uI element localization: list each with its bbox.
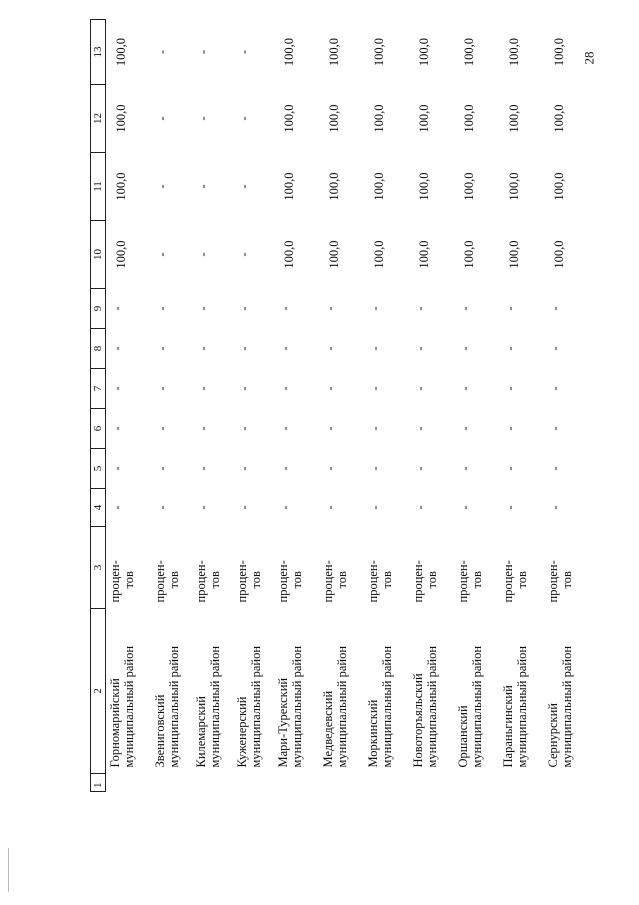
value-cell-c6: - — [110, 426, 124, 431]
value-cell-c8: - — [155, 346, 169, 351]
value-cell-c13: - — [196, 49, 210, 55]
page-number: 28 — [581, 51, 597, 65]
unit-cell — [544, 527, 589, 609]
value-cell-c7: - — [196, 386, 210, 391]
value-cell-c8: - — [278, 346, 292, 351]
value-cell-c8: - — [548, 346, 562, 351]
value-cell-c4: - — [237, 505, 251, 510]
unit-cell — [499, 527, 544, 609]
value-cell-c5: - — [458, 466, 472, 471]
value-cell-c12: 100,0 — [282, 104, 296, 133]
value-cell-c8: - — [110, 346, 124, 351]
value-cell-c12: - — [196, 116, 210, 121]
value-cell-c9: - — [368, 306, 382, 311]
value-cell-c13: 100,0 — [462, 37, 476, 67]
unit-line-2: тов — [208, 571, 222, 589]
unit-line-1: процен- — [276, 560, 290, 603]
row-number-cell — [192, 774, 233, 792]
value-cell-c6: - — [548, 426, 562, 431]
value-cell-c11: 100,0 — [327, 172, 341, 201]
column-header: 10 — [91, 221, 106, 289]
unit-cell — [409, 527, 454, 609]
table-rotation-frame — [90, 20, 615, 792]
unit-line-2: тов — [290, 571, 304, 589]
unit-line-2: тов — [167, 571, 181, 589]
column-header: 3 — [91, 527, 106, 609]
value-cell-c7: - — [413, 386, 427, 391]
value-cell-c11: 100,0 — [552, 172, 566, 201]
unit-line-1: процен- — [546, 560, 560, 603]
value-cell-c12: 100,0 — [417, 104, 431, 133]
value-cell-c13: 100,0 — [417, 37, 431, 67]
row-number-cell — [274, 774, 319, 792]
district-cell — [319, 609, 364, 774]
value-cell-c6: - — [413, 426, 427, 431]
value-cell-c4: - — [368, 505, 382, 510]
value-cell-c13: 100,0 — [282, 37, 296, 67]
unit-line-1: процен- — [501, 560, 515, 603]
value-cell-c8: - — [503, 346, 517, 351]
value-cell-c7: - — [503, 386, 517, 391]
value-cell-c5: - — [237, 466, 251, 471]
value-cell-c12: 100,0 — [507, 104, 521, 133]
unit-cell — [106, 527, 152, 609]
unit-line-1: процен- — [235, 560, 249, 603]
district-type: муниципальный район — [122, 645, 136, 768]
value-cell-c10: - — [155, 252, 169, 257]
district-type: муниципальный район — [167, 645, 181, 768]
unit-cell — [151, 527, 192, 609]
column-header: 5 — [91, 449, 106, 489]
district-name: Килемарский — [194, 696, 208, 768]
value-cell-c9: - — [548, 306, 562, 311]
district-cell — [364, 609, 409, 774]
unit-cell — [364, 527, 409, 609]
value-cell-c5: - — [196, 466, 210, 471]
value-cell-c4: - — [110, 505, 124, 510]
unit-line-1: процен- — [411, 560, 425, 603]
value-cell-c10: 100,0 — [462, 240, 476, 269]
value-cell-c11: 100,0 — [282, 172, 296, 201]
value-cell-c10: 100,0 — [507, 240, 521, 269]
district-type: муниципальный район — [425, 645, 439, 768]
value-cell-c10: 100,0 — [372, 240, 386, 269]
value-cell-c5: - — [548, 466, 562, 471]
district-name: Медведевский — [321, 690, 335, 768]
value-cell-c8: - — [323, 346, 337, 351]
value-cell-c11: - — [196, 184, 210, 189]
value-cell-c10: 100,0 — [282, 240, 296, 269]
district-type: муниципальный район — [515, 645, 529, 768]
unit-cell — [319, 527, 364, 609]
district-name: Куженерский — [235, 696, 249, 768]
row-number-cell — [544, 774, 589, 792]
value-cell-c13: - — [155, 49, 169, 55]
column-header: 7 — [91, 369, 106, 409]
table-row — [106, 20, 152, 792]
column-header: 1 — [91, 774, 106, 792]
column-header: 9 — [91, 289, 106, 329]
value-cell-c9: - — [278, 306, 292, 311]
value-cell-c4: - — [503, 505, 517, 510]
value-cell-c13: 100,0 — [507, 37, 521, 67]
row-number-cell — [151, 774, 192, 792]
table-row — [454, 20, 499, 792]
value-cell-c12: - — [237, 116, 251, 121]
value-cell-c7: - — [237, 386, 251, 391]
value-cell-c4: - — [278, 505, 292, 510]
value-cell-c9: - — [323, 306, 337, 311]
value-cell-c5: - — [413, 466, 427, 471]
district-name: Новоторъяльский — [411, 673, 425, 768]
value-cell-c9: - — [237, 306, 251, 311]
value-cell-c5: - — [110, 466, 124, 471]
row-number-cell — [106, 774, 152, 792]
value-cell-c7: - — [155, 386, 169, 391]
value-cell-c5: - — [323, 466, 337, 471]
district-name: Мари-Турекский — [276, 677, 290, 768]
table-row — [409, 20, 454, 792]
value-cell-c12: 100,0 — [114, 104, 128, 133]
table-row — [499, 20, 544, 792]
value-cell-c4: - — [548, 505, 562, 510]
value-cell-c11: 100,0 — [507, 172, 521, 201]
district-name: Горномарийский — [108, 678, 122, 768]
value-cell-c9: - — [110, 306, 124, 311]
value-cell-c4: - — [155, 505, 169, 510]
value-cell-c12: 100,0 — [462, 104, 476, 133]
value-cell-c8: - — [458, 346, 472, 351]
value-cell-c7: - — [110, 386, 124, 391]
unit-cell — [233, 527, 274, 609]
column-header: 6 — [91, 409, 106, 449]
value-cell-c8: - — [196, 346, 210, 351]
data-table — [90, 19, 589, 792]
value-cell-c9: - — [196, 306, 210, 311]
district-type: муниципальный район — [249, 645, 263, 768]
unit-line-2: тов — [425, 571, 439, 589]
unit-line-2: тов — [335, 571, 349, 589]
column-header: 11 — [91, 153, 106, 221]
value-cell-c6: - — [278, 426, 292, 431]
unit-line-2: тов — [560, 571, 574, 589]
unit-cell — [454, 527, 499, 609]
value-cell-c6: - — [458, 426, 472, 431]
row-number-cell — [409, 774, 454, 792]
value-cell-c10: 100,0 — [327, 240, 341, 269]
unit-line-2: тов — [380, 571, 394, 589]
table-row — [233, 20, 274, 792]
value-cell-c9: - — [155, 306, 169, 311]
column-header: 12 — [91, 85, 106, 153]
column-header: 13 — [91, 20, 106, 85]
district-cell — [274, 609, 319, 774]
value-cell-c5: - — [368, 466, 382, 471]
district-cell — [106, 609, 152, 774]
district-cell — [151, 609, 192, 774]
value-cell-c12: 100,0 — [552, 104, 566, 133]
value-cell-c4: - — [458, 505, 472, 510]
district-name: Моркинский — [366, 699, 380, 768]
row-number-cell — [319, 774, 364, 792]
unit-cell — [274, 527, 319, 609]
value-cell-c4: - — [323, 505, 337, 510]
value-cell-c7: - — [458, 386, 472, 391]
value-cell-c8: - — [413, 346, 427, 351]
value-cell-c10: - — [237, 252, 251, 257]
value-cell-c11: - — [155, 184, 169, 189]
unit-line-2: тов — [249, 571, 263, 589]
table-wrapper — [90, 20, 615, 792]
value-cell-c6: - — [323, 426, 337, 431]
unit-line-2: тов — [470, 571, 484, 589]
value-cell-c6: - — [155, 426, 169, 431]
unit-line-1: процен- — [108, 560, 122, 603]
value-cell-c12: - — [155, 116, 169, 121]
unit-line-1: процен- — [321, 560, 335, 603]
unit-line-2: тов — [515, 571, 529, 589]
district-name: Оршанский — [456, 705, 470, 768]
header-row — [91, 20, 106, 792]
table-row — [364, 20, 409, 792]
value-cell-c10: 100,0 — [114, 240, 128, 269]
district-name: Звениговский — [153, 694, 167, 768]
value-cell-c12: 100,0 — [372, 104, 386, 133]
value-cell-c6: - — [368, 426, 382, 431]
value-cell-c13: 100,0 — [552, 37, 566, 67]
column-header: 4 — [91, 489, 106, 527]
district-cell — [409, 609, 454, 774]
value-cell-c7: - — [278, 386, 292, 391]
column-header: 8 — [91, 329, 106, 369]
value-cell-c4: - — [413, 505, 427, 510]
unit-line-1: процен- — [366, 560, 380, 603]
district-cell — [233, 609, 274, 774]
unit-line-1: процен- — [456, 560, 470, 603]
unit-line-1: процен- — [153, 560, 167, 603]
district-cell — [499, 609, 544, 774]
district-type: муниципальный район — [290, 645, 304, 768]
value-cell-c11: 100,0 — [114, 172, 128, 201]
row-number-cell — [364, 774, 409, 792]
value-cell-c13: 100,0 — [372, 37, 386, 67]
table-row — [192, 20, 233, 792]
value-cell-c6: - — [237, 426, 251, 431]
value-cell-c7: - — [548, 386, 562, 391]
value-cell-c13: 100,0 — [114, 37, 128, 67]
value-cell-c9: - — [503, 306, 517, 311]
district-cell — [192, 609, 233, 774]
value-cell-c5: - — [503, 466, 517, 471]
value-cell-c9: - — [413, 306, 427, 311]
value-cell-c11: - — [237, 184, 251, 189]
table-row — [274, 20, 319, 792]
value-cell-c4: - — [196, 505, 210, 510]
value-cell-c8: - — [237, 346, 251, 351]
table-row — [151, 20, 192, 792]
unit-cell — [192, 527, 233, 609]
value-cell-c9: - — [458, 306, 472, 311]
value-cell-c10: - — [196, 252, 210, 257]
district-type: муниципальный район — [470, 645, 484, 768]
scan-edge-mark — [8, 848, 9, 892]
table-row — [319, 20, 364, 792]
district-name: Сернурский — [546, 703, 560, 768]
value-cell-c11: 100,0 — [417, 172, 431, 201]
district-cell — [544, 609, 589, 774]
district-type: муниципальный район — [560, 645, 574, 768]
district-cell — [454, 609, 499, 774]
row-number-cell — [499, 774, 544, 792]
value-cell-c6: - — [503, 426, 517, 431]
value-cell-c8: - — [368, 346, 382, 351]
value-cell-c7: - — [368, 386, 382, 391]
table-body — [106, 20, 590, 792]
value-cell-c11: 100,0 — [372, 172, 386, 201]
value-cell-c6: - — [196, 426, 210, 431]
unit-line-2: тов — [122, 571, 136, 589]
district-type: муниципальный район — [208, 645, 222, 768]
value-cell-c7: - — [323, 386, 337, 391]
row-number-cell — [233, 774, 274, 792]
column-header: 2 — [91, 609, 106, 774]
district-type: муниципальный район — [380, 645, 394, 768]
unit-line-1: процен- — [194, 560, 208, 603]
district-type: муниципальный район — [335, 645, 349, 768]
value-cell-c11: 100,0 — [462, 172, 476, 201]
table-row — [544, 20, 589, 792]
value-cell-c13: 100,0 — [327, 37, 341, 67]
value-cell-c5: - — [278, 466, 292, 471]
value-cell-c5: - — [155, 466, 169, 471]
value-cell-c10: 100,0 — [417, 240, 431, 269]
district-name: Параньгинский — [501, 685, 515, 768]
value-cell-c13: - — [237, 49, 251, 55]
value-cell-c12: 100,0 — [327, 104, 341, 133]
value-cell-c10: 100,0 — [552, 240, 566, 269]
row-number-cell — [454, 774, 499, 792]
